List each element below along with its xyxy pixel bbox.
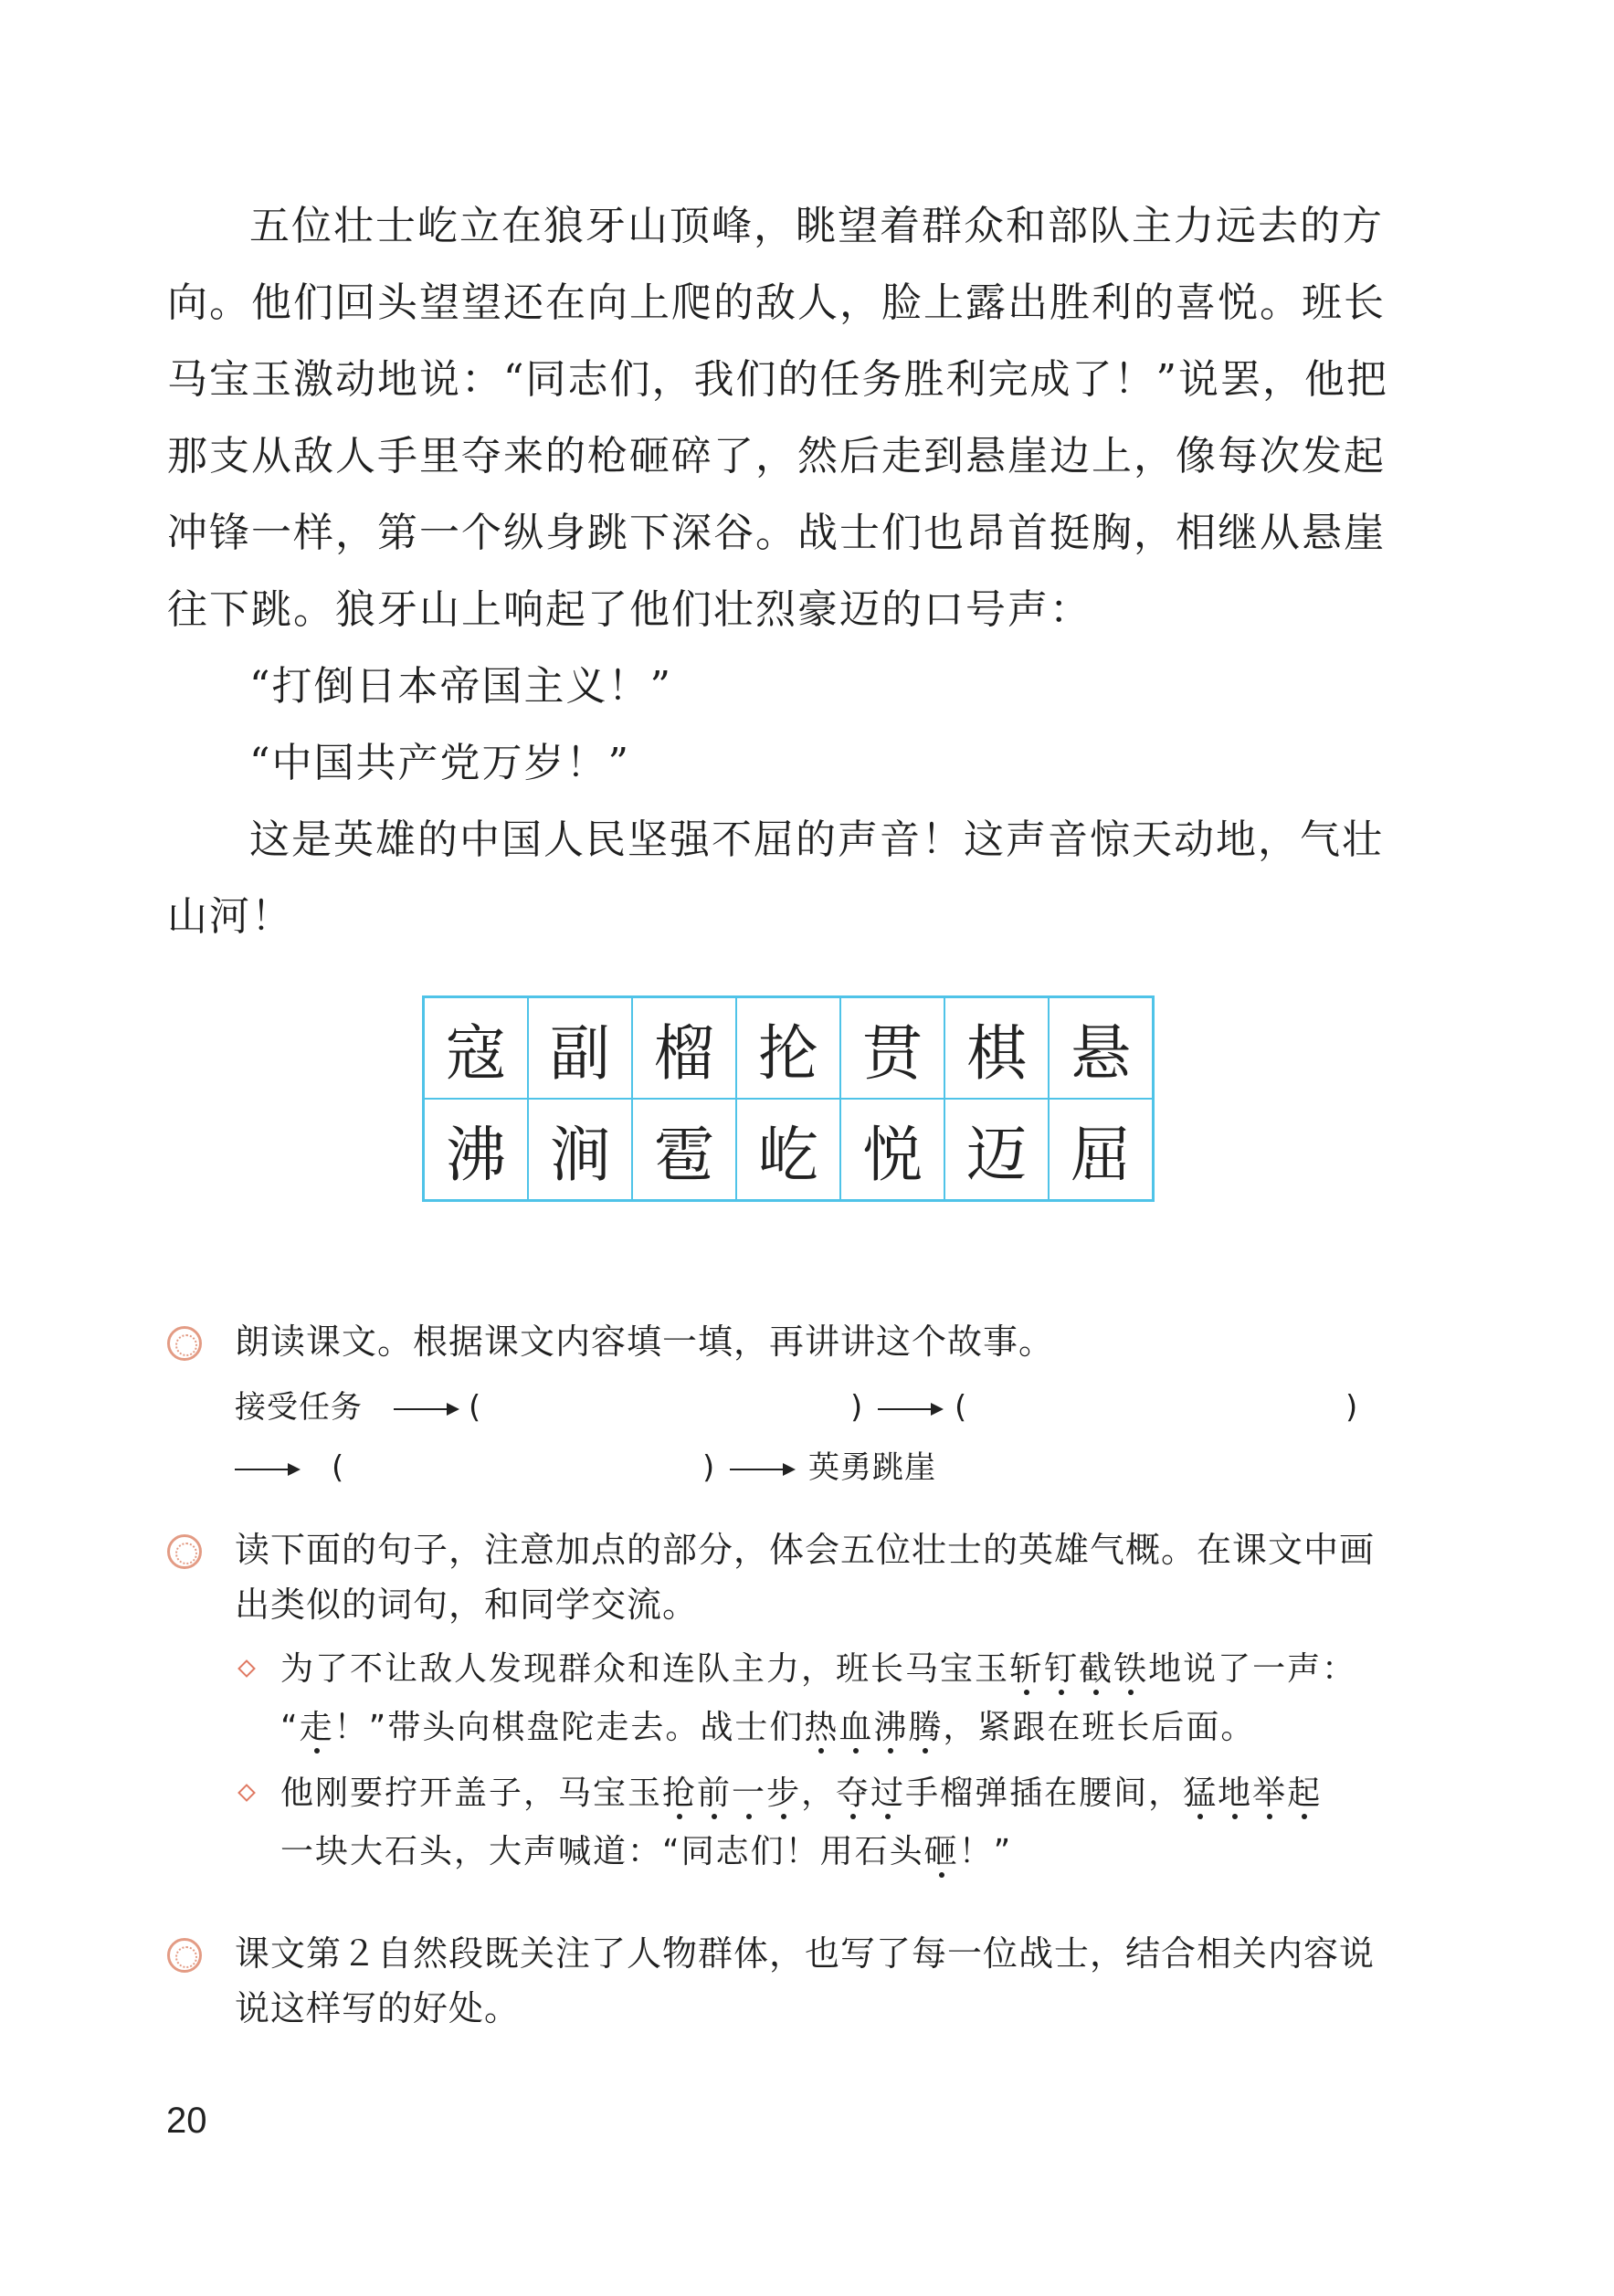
emphasized-char: 腾 (908, 1709, 944, 1746)
example-sentence (280, 1828, 1012, 1876)
new-characters-grid (422, 995, 1155, 1202)
emphasized-char: 抢 (662, 1775, 698, 1812)
paragraph-line: 冲锋一样，第一个纵身跳下深谷。战士们也昂首挺胸，相继从悬崖 (167, 510, 1386, 556)
emphasized-char: 血 (839, 1709, 874, 1746)
emphasized-char: 斩 (1009, 1650, 1045, 1688)
exercise-prompt: 说这样写的好处。 (235, 1988, 521, 2028)
emphasized-char: 热 (804, 1709, 839, 1746)
grid-char: 雹 (632, 1099, 736, 1201)
sentence-text: 为了不让敌人发现群众和连队主力，班长马宝玉 (280, 1650, 1010, 1688)
grid-char: 屈 (1049, 1099, 1154, 1201)
blank-close-paren: ) (850, 1389, 863, 1426)
blank-close-paren: ) (1345, 1389, 1358, 1426)
example-sentence (280, 1770, 1322, 1817)
arrow-right-icon (235, 1469, 299, 1470)
exercise-1 (167, 1315, 1419, 1516)
grid-char: 涧 (528, 1099, 632, 1201)
emphasized-char: 步 (766, 1775, 802, 1812)
flow-end-label: 英勇跳崖 (808, 1449, 936, 1486)
example-sentence (280, 1646, 1356, 1693)
emphasized-char: 钉 (1044, 1650, 1080, 1688)
sentence-text: 手榴弹插在腰间， (905, 1775, 1184, 1812)
grid-char: 屹 (736, 1099, 840, 1201)
emphasized-char: 过 (870, 1775, 906, 1812)
sentence-text: 地说了一声： (1148, 1650, 1357, 1688)
blank-open-paren: ( (469, 1389, 481, 1426)
arrow-right-icon (730, 1469, 794, 1470)
emphasized-char: 前 (697, 1775, 733, 1812)
emphasized-char: 地 (1218, 1775, 1253, 1812)
grid-char: 棋 (944, 997, 1049, 1100)
emphasized-char: 夺 (836, 1775, 871, 1812)
emphasized-char: 铁 (1113, 1650, 1149, 1688)
grid-row (424, 1099, 1154, 1201)
paragraph-line: 马宝玉激动地说：“同志们，我们的任务胜利完成了！”说罢，他把 (167, 356, 1388, 403)
grid-char: 悦 (840, 1099, 944, 1201)
blank-close-paren: ) (702, 1449, 715, 1486)
emphasized-char: 起 (1287, 1775, 1323, 1812)
grid-char: 贯 (840, 997, 944, 1100)
blank-open-paren: ( (332, 1449, 344, 1486)
emphasized-char: 猛 (1183, 1775, 1218, 1812)
grid-row (424, 997, 1154, 1100)
arrow-right-icon (394, 1408, 458, 1410)
sentence-text: 一块大石头，大声喊道：“同志们！用石头 (280, 1833, 924, 1870)
slogan-line: “打倒日本帝国主义！” (249, 663, 672, 710)
grid-char: 副 (528, 997, 632, 1100)
sentence-text: 他刚要拧开盖子，马宝玉 (280, 1775, 663, 1812)
paragraph-line: 那支从敌人手里夺来的枪砸碎了，然后走到悬崖边上，像每次发起 (167, 433, 1386, 479)
arrow-right-icon (878, 1408, 942, 1410)
paragraph-line: 这是英雄的中国人民坚强不屈的声音！这声音惊天动地，气壮 (249, 816, 1384, 863)
sentence-text: ，紧跟在班长后面。 (943, 1709, 1256, 1746)
paragraph-line: 往下跳。狼牙山上响起了他们壮烈豪迈的口号声： (167, 586, 1092, 633)
grid-char: 抡 (736, 997, 840, 1100)
exercise-3 (167, 1927, 1419, 2055)
emphasized-char: 走 (299, 1709, 334, 1746)
seal-icon (167, 1938, 202, 1973)
emphasized-char: 一 (732, 1775, 767, 1812)
paragraph-line: 五位壮士屹立在狼牙山顶峰，眺望着群众和部队主力远去的方 (249, 203, 1384, 249)
slogan-line: “中国共产党万岁！” (249, 740, 630, 786)
sentence-text: ！”带头向棋盘陀走去。战士们 (333, 1709, 805, 1746)
exercise-prompt: 出类似的词句，和同学交流。 (235, 1585, 699, 1625)
paragraph-line: 向。他们回头望望还在向上爬的敌人，脸上露出胜利的喜悦。班长 (167, 279, 1386, 326)
emphasized-char: 沸 (873, 1709, 909, 1746)
sentence-text: “ (280, 1709, 300, 1746)
grid-char: 榴 (632, 997, 736, 1100)
emphasized-char: 举 (1252, 1775, 1288, 1812)
emphasized-char: 砸 (923, 1833, 959, 1870)
exercise-prompt: 朗读课文。根据课文内容填一填，再讲讲这个故事。 (235, 1322, 1055, 1362)
page-number: 20 (166, 2101, 207, 2141)
grid-char: 沸 (424, 1099, 529, 1201)
emphasized-char: 截 (1079, 1650, 1114, 1688)
grid-char: 悬 (1049, 997, 1154, 1100)
sentence-text: ， (801, 1775, 837, 1812)
exercise-prompt: 读下面的句子，注意加点的部分，体会五位壮士的英雄气概。在课文中画 (235, 1530, 1376, 1570)
seal-icon (167, 1534, 202, 1569)
paragraph-line: 山河！ (167, 893, 293, 940)
example-sentence (280, 1704, 1255, 1752)
grid-char: 迈 (944, 1099, 1049, 1201)
blank-open-paren: ( (955, 1389, 967, 1426)
exercise-prompt: 课文第２自然段既关注了人物群体，也写了每一位战士，结合相关内容说 (235, 1933, 1376, 1974)
diamond-bullet-icon (237, 1659, 256, 1678)
diamond-bullet-icon (237, 1784, 256, 1802)
exercise-2 (167, 1523, 1419, 1925)
flow-start-label: 接受任务 (235, 1389, 363, 1426)
seal-icon (167, 1326, 202, 1361)
grid-char: 寇 (424, 997, 529, 1100)
sentence-text: ！” (958, 1833, 1013, 1870)
